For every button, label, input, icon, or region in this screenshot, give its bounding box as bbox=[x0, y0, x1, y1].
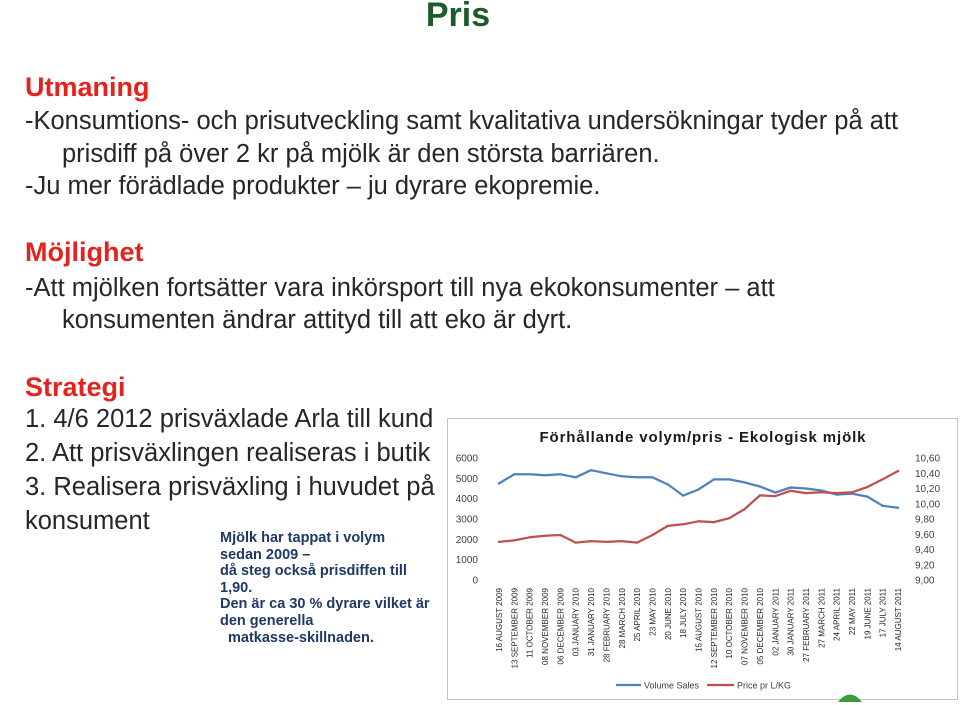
list-item: konsument bbox=[25, 507, 150, 535]
y-right-tick-label: 10,00 bbox=[915, 499, 941, 511]
x-tick-label: 02 JANUARY 2011 bbox=[771, 588, 781, 656]
y-left-tick-label: 4000 bbox=[455, 494, 478, 506]
data-point-price-pr-l-kg bbox=[605, 541, 607, 543]
data-point-volume-sales bbox=[498, 482, 500, 484]
data-point-volume-sales bbox=[897, 507, 899, 509]
data-point-volume-sales bbox=[790, 486, 792, 488]
logo-leaf-icon bbox=[836, 688, 864, 702]
x-tick-label: 03 JANUARY 2010 bbox=[571, 588, 581, 657]
heading-mojlighet: Möjlighet bbox=[25, 237, 144, 267]
x-tick-label: 22 MAY 2011 bbox=[848, 588, 857, 636]
data-point-price-pr-l-kg bbox=[851, 491, 853, 493]
data-point-price-pr-l-kg bbox=[744, 508, 746, 510]
data-point-volume-sales bbox=[744, 481, 746, 483]
list-item: 1. 4/6 2012 prisväxlade Arla till kund bbox=[25, 405, 434, 433]
data-point-price-pr-l-kg bbox=[682, 523, 684, 525]
data-point-volume-sales bbox=[529, 473, 531, 475]
data-point-volume-sales bbox=[774, 492, 776, 494]
data-point-volume-sales bbox=[605, 472, 607, 474]
data-point-volume-sales bbox=[728, 478, 730, 480]
data-point-volume-sales bbox=[697, 488, 699, 490]
x-tick-label: 07 NOVEMBER 2010 bbox=[740, 588, 750, 665]
section-strategi-text bbox=[25, 402, 435, 538]
list-item: 3. Realisera prisväxling i huvudet på bbox=[25, 473, 435, 501]
data-point-price-pr-l-kg bbox=[621, 540, 623, 542]
data-point-price-pr-l-kg bbox=[866, 486, 868, 488]
data-point-price-pr-l-kg bbox=[790, 490, 792, 492]
data-point-price-pr-l-kg bbox=[651, 534, 653, 536]
x-tick-label: 28 FEBRUARY 2010 bbox=[602, 588, 612, 663]
data-point-price-pr-l-kg bbox=[759, 494, 761, 496]
x-tick-label: 31 JANUARY 2010 bbox=[587, 588, 597, 657]
x-tick-label: 30 JANUARY 2011 bbox=[786, 588, 796, 656]
data-point-price-pr-l-kg bbox=[805, 492, 807, 494]
data-point-volume-sales bbox=[882, 505, 884, 507]
data-point-volume-sales bbox=[575, 476, 577, 478]
text-line: konsumenten ändrar attityd till att eko är dyrt. bbox=[62, 306, 573, 334]
data-point-price-pr-l-kg bbox=[820, 491, 822, 493]
text-line: -Konsumtions- och prisutveckling samt kvalitativa undersökningar tyder på att bbox=[25, 107, 899, 135]
chart-svg bbox=[448, 419, 957, 699]
data-point-volume-sales bbox=[636, 476, 638, 478]
data-point-price-pr-l-kg bbox=[590, 540, 592, 542]
data-point-price-pr-l-kg bbox=[575, 542, 577, 544]
list-item: 2. Att prisväxlingen realiseras i butik bbox=[25, 439, 431, 467]
y-right-tick-label: 10,20 bbox=[915, 484, 941, 495]
page-title: Pris bbox=[425, 0, 491, 34]
series-line-price-pr-l-kg bbox=[499, 471, 898, 543]
data-point-price-pr-l-kg bbox=[713, 521, 715, 523]
note-line: Mjölk har tappat i volym bbox=[220, 530, 386, 546]
x-tick-label: 19 JUNE 2011 bbox=[863, 588, 873, 640]
data-point-price-pr-l-kg bbox=[897, 470, 899, 472]
x-tick-label: 12 SEPTEMBER 2010 bbox=[709, 588, 719, 669]
x-tick-label: 24 APRIL 2011 bbox=[832, 588, 842, 641]
data-point-volume-sales bbox=[513, 473, 515, 475]
data-point-volume-sales bbox=[651, 476, 653, 478]
y-left-tick-label: 3000 bbox=[455, 514, 478, 526]
y-left-tick-label: 2000 bbox=[455, 534, 478, 546]
data-point-volume-sales bbox=[667, 483, 669, 485]
note-line: matkasse-skillnaden. bbox=[228, 629, 374, 646]
x-tick-label: 23 MAY 2010 bbox=[648, 588, 658, 636]
data-point-price-pr-l-kg bbox=[559, 534, 561, 536]
legend-label-volume-sales: Volume Sales bbox=[644, 680, 700, 691]
x-tick-label: 27 MARCH 2011 bbox=[817, 588, 827, 648]
data-point-price-pr-l-kg bbox=[513, 539, 515, 541]
data-point-price-pr-l-kg bbox=[667, 525, 669, 527]
data-point-volume-sales bbox=[682, 495, 684, 497]
text-line: prisdiff på över 2 kr på mjölk är den största barriären. bbox=[62, 139, 660, 168]
note-line: då steg också prisdiffen till bbox=[220, 563, 407, 580]
x-tick-label: 14 AUGUST 2011 bbox=[894, 588, 904, 652]
y-left-tick-label: 6000 bbox=[455, 453, 478, 465]
y-right-tick-label: 9,60 bbox=[915, 529, 935, 541]
note-text-block bbox=[220, 530, 430, 646]
data-point-volume-sales bbox=[713, 478, 715, 480]
x-tick-label: 20 JUNE 2010 bbox=[663, 588, 673, 641]
y-left-tick-label: 1000 bbox=[455, 555, 478, 567]
text-line: -Att mjölken fortsätter vara inkörsport till nya ekokonsumenter – att bbox=[25, 274, 775, 302]
data-point-volume-sales bbox=[559, 473, 561, 475]
data-point-price-pr-l-kg bbox=[544, 535, 546, 537]
data-point-price-pr-l-kg bbox=[774, 495, 776, 497]
note-line: 1,90. bbox=[220, 579, 253, 596]
x-tick-label: 13 SEPTEMBER 2009 bbox=[510, 588, 520, 669]
x-tick-label: 18 JULY 2010 bbox=[679, 588, 689, 638]
x-tick-label: 16 AUGUST 2009 bbox=[495, 588, 504, 652]
x-tick-label: 05 DECEMBER 2010 bbox=[755, 588, 765, 665]
text-line: -Ju mer förädlade produkter – ju dyrare ekopremie. bbox=[25, 172, 601, 200]
x-tick-label: 08 NOVEMBER 2009 bbox=[541, 588, 550, 665]
x-tick-label: 17 JULY 2011 bbox=[878, 588, 888, 638]
y-left-tick-label: 0 bbox=[472, 575, 478, 587]
data-point-volume-sales bbox=[866, 496, 868, 498]
data-point-volume-sales bbox=[590, 469, 592, 471]
data-point-price-pr-l-kg bbox=[836, 492, 838, 494]
data-point-price-pr-l-kg bbox=[882, 478, 884, 480]
data-point-price-pr-l-kg bbox=[636, 542, 638, 544]
data-point-volume-sales bbox=[805, 487, 807, 489]
heading-strategi: Strategi bbox=[25, 372, 126, 402]
y-left-tick-label: 5000 bbox=[455, 473, 478, 485]
y-right-tick-label: 9,20 bbox=[915, 560, 935, 572]
section-utmaning-text bbox=[25, 105, 898, 203]
data-point-price-pr-l-kg bbox=[529, 536, 531, 538]
note-line: Den är ca 30 % dyrare vilket är bbox=[220, 596, 430, 613]
note-line: den generella bbox=[220, 612, 314, 629]
x-tick-label: 15 AUGUST 2010 bbox=[694, 588, 704, 652]
x-tick-label: 28 MARCH 2010 bbox=[617, 588, 627, 649]
data-point-price-pr-l-kg bbox=[728, 517, 730, 519]
data-point-price-pr-l-kg bbox=[498, 541, 500, 543]
data-point-volume-sales bbox=[544, 474, 546, 476]
x-tick-label: 06 DECEMBER 2009 bbox=[556, 588, 566, 665]
y-right-tick-label: 10,60 bbox=[915, 453, 941, 465]
x-tick-label: 27 FEBRUARY 2011 bbox=[802, 588, 811, 662]
y-right-tick-label: 10,40 bbox=[915, 468, 941, 480]
y-right-tick-label: 9,80 bbox=[915, 514, 935, 526]
x-tick-label: 25 APRIL 2010 bbox=[633, 588, 643, 642]
data-point-volume-sales bbox=[621, 475, 623, 477]
data-point-price-pr-l-kg bbox=[697, 520, 699, 522]
legend-label-price-pr-l-kg: Price pr L/KG bbox=[737, 680, 792, 691]
x-tick-label: 10 OCTOBER 2010 bbox=[725, 588, 735, 659]
data-point-volume-sales bbox=[759, 485, 761, 487]
y-right-tick-label: 9,00 bbox=[915, 575, 935, 587]
y-right-tick-label: 9,40 bbox=[915, 545, 935, 556]
note-line: sedan 2009 – bbox=[220, 546, 311, 563]
x-tick-label: 11 OCTOBER 2009 bbox=[525, 588, 535, 658]
heading-utmaning: Utmaning bbox=[25, 72, 150, 102]
chart-panel bbox=[447, 418, 958, 700]
section-mojlighet-text bbox=[25, 272, 775, 336]
chart-title: Förhållande volym/pris - Ekologisk mjölk bbox=[539, 429, 866, 446]
